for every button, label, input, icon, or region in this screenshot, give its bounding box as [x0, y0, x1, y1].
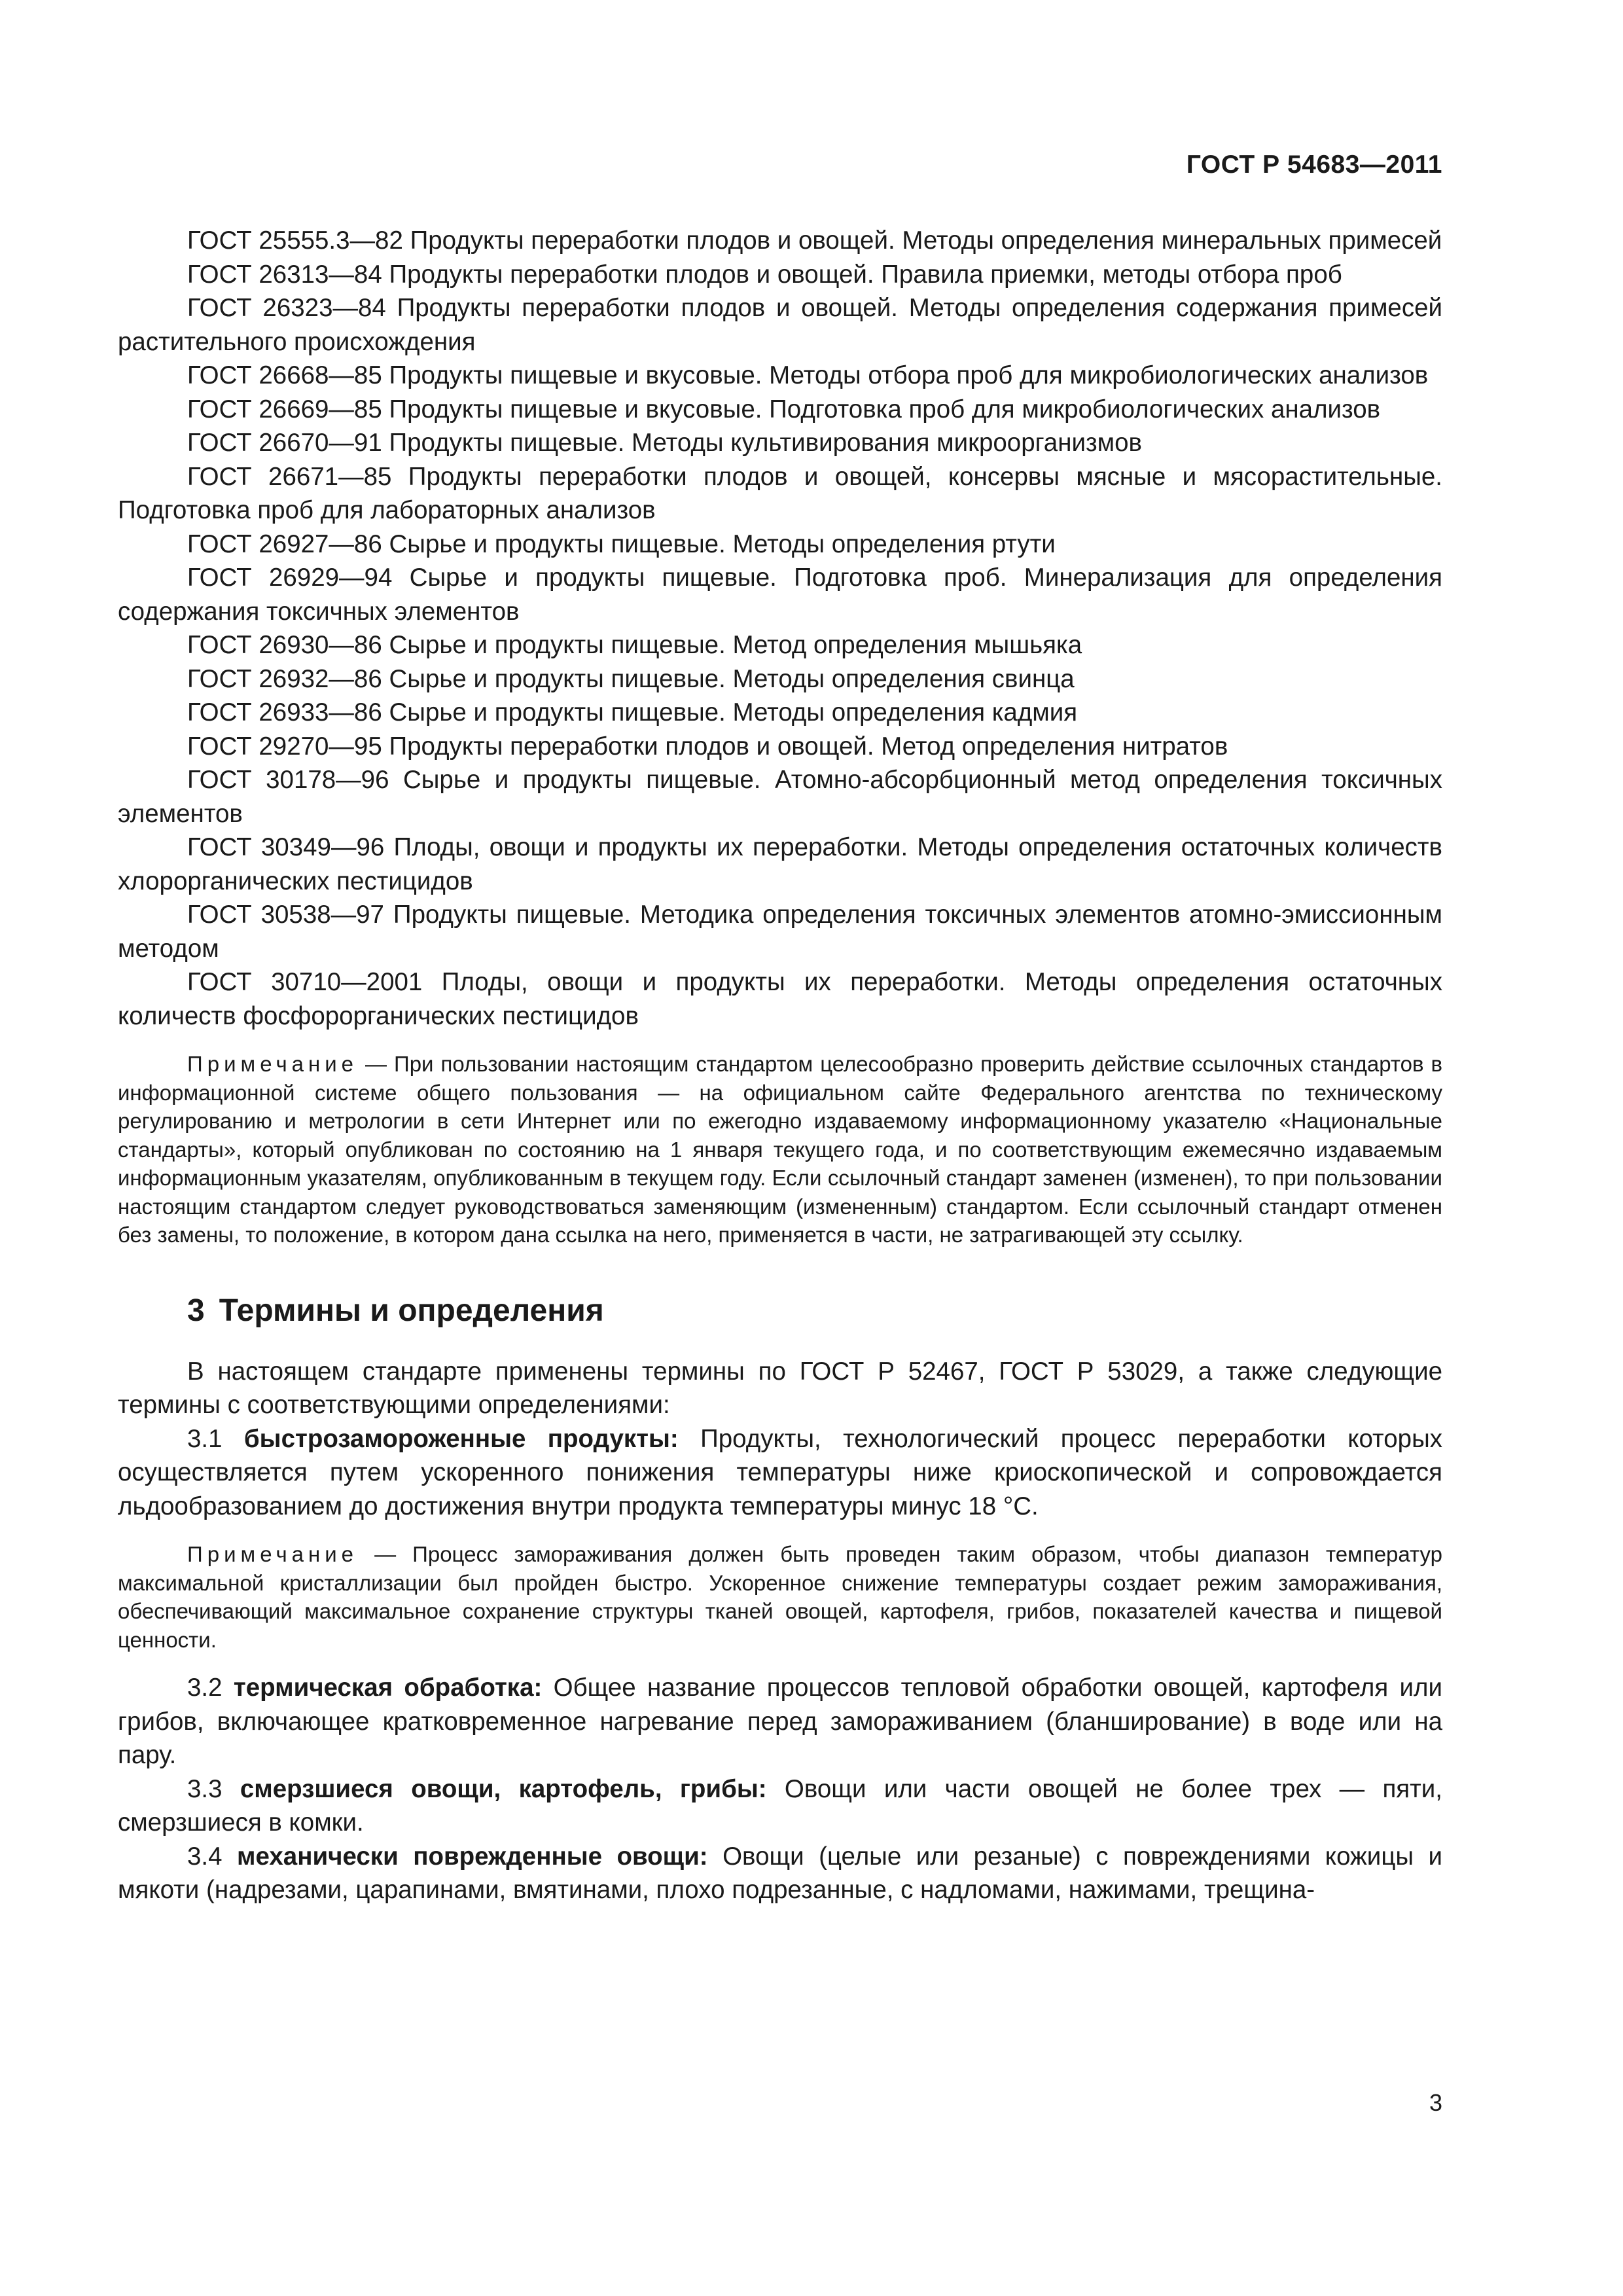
reference-note [118, 1050, 1442, 1249]
reference-entry [118, 291, 1442, 359]
reference-entry [118, 426, 1442, 460]
reference-title: Сырье и продукты пищевые. Методы определения ртути [389, 529, 1056, 558]
term-definition [118, 1671, 1442, 1772]
document-code-header: ГОСТ Р 54683—2011 [1186, 151, 1442, 179]
reference-title: Продукты пищевые и вкусовые. Подготовка проб для микробиологических анализов [389, 395, 1381, 423]
reference-title: Продукты пищевые. Методика определения токсичных элементов атомно-эмиссионным методом [118, 901, 1442, 963]
term-number: 3.4 [187, 1842, 223, 1871]
reference-entry [118, 460, 1442, 528]
reference-title: Сырье и продукты пищевые. Метод определения мышьяка [389, 631, 1082, 659]
reference-entry [118, 898, 1442, 965]
reference-entry [118, 359, 1442, 393]
section-intro: В настоящем стандарте применены термины по ГОСТ Р 52467, ГОСТ Р 53029, а также следующие термины с соответствующими определениями: [118, 1357, 1442, 1419]
reference-title: Продукты пищевые и вкусовые. Методы отбора проб для микробиологических анализов [389, 361, 1429, 389]
reference-code: ГОСТ 30710—2001 [187, 968, 423, 996]
section-heading [118, 1293, 1442, 1329]
term-text: Продукты, технологический процесс переработки которых осуществляется путем ускоренного понижения температуры ниже криоскопической и сопровождается льдообразованием до достижения внутри продукта температуры минус 18 °С. [118, 1424, 1442, 1520]
reference-code: ГОСТ 25555.3—82 [187, 226, 403, 255]
term-definition [118, 1840, 1442, 1907]
reference-title: Продукты переработки плодов и овощей. Методы определения содержания примесей растительного происхождения [118, 294, 1442, 356]
term-name: смерзшиеся овощи, картофель, грибы: [240, 1774, 767, 1803]
reference-title: Сырье и продукты пищевые. Методы определения кадмия [389, 698, 1078, 726]
reference-entry [118, 258, 1442, 292]
section-title: Термины и определения [219, 1293, 604, 1328]
reference-code: ГОСТ 26932—86 [187, 664, 382, 693]
term-name: быстрозамороженные продукты: [243, 1424, 679, 1453]
reference-code: ГОСТ 26313—84 [187, 260, 382, 289]
reference-code: ГОСТ 30178—96 [187, 766, 389, 794]
reference-entry [118, 831, 1442, 898]
term-definition [118, 1772, 1442, 1840]
reference-code: ГОСТ 26933—86 [187, 698, 382, 726]
reference-entry [118, 628, 1442, 662]
reference-title: Продукты пищевые. Методы культивирования микроорганизмов [389, 429, 1142, 457]
reference-entry [118, 965, 1442, 1033]
reference-code: ГОСТ 26930—86 [187, 631, 382, 659]
reference-code: ГОСТ 26669—85 [187, 395, 382, 423]
reference-code: ГОСТ 26671—85 [187, 462, 392, 491]
note-label: Примечание [187, 1542, 359, 1566]
term-number: 3.2 [187, 1674, 223, 1702]
term-name: термическая обработка: [233, 1674, 543, 1702]
reference-code: ГОСТ 26929—94 [187, 564, 393, 592]
reference-entry [118, 528, 1442, 562]
reference-title: Сырье и продукты пищевые. Атомно-абсорбционный метод определения токсичных элементов [118, 766, 1442, 828]
reference-title: Плоды, овощи и продукты их переработки. Методы определения остаточных количеств фосфорорганических пестицидов [118, 968, 1442, 1030]
reference-code: ГОСТ 26670—91 [187, 429, 382, 457]
reference-code: ГОСТ 30538—97 [187, 901, 384, 929]
reference-code: ГОСТ 26927—86 [187, 529, 382, 558]
term-text: Овощи (целые или резаные) с повреждениями кожицы и мякоти (надрезами, царапинами, вмятинами, плохо подрезанные, с надломами, нажимами, трещина- [118, 1842, 1443, 1904]
reference-title: Продукты переработки плодов и овощей. Методы определения минеральных примесей [410, 226, 1442, 255]
term-text: Общее название процессов тепловой обработки овощей, картофеля или грибов, включающее кратковременное нагревание перед замораживанием (бланширование) в воде или на пару. [118, 1674, 1442, 1769]
page-content [118, 224, 1442, 1907]
reference-title: Продукты переработки плодов и овощей, консервы мясные и мясорастительные. Подготовка проб для лабораторных анализов [118, 462, 1442, 524]
reference-code: ГОСТ 30349—96 [187, 833, 385, 861]
reference-entry [118, 561, 1442, 628]
note-text: — Процесс замораживания должен быть проведен таким образом, чтобы диапазон температур максимальной кристаллизации был пройден быстро. Ускоренное снижение температуры создает режим замораживания, обеспечивающий максимальное сохранение структуры тканей овощей, картофеля, грибов, показателей качества и пищевой ценности. [118, 1542, 1442, 1652]
reference-entry [118, 730, 1442, 764]
term-text: Овощи или части овощей не более трех — пяти, смерзшиеся в комки. [118, 1774, 1442, 1837]
term-definition [118, 1422, 1442, 1524]
reference-title: Плоды, овощи и продукты их переработки. Методы определения остаточных количеств хлорорганических пестицидов [118, 833, 1442, 895]
section-number: 3 [187, 1293, 205, 1328]
reference-code: ГОСТ 29270—95 [187, 732, 382, 761]
term-number: 3.1 [187, 1424, 223, 1453]
note-label: Примечание [187, 1052, 359, 1076]
reference-title: Сырье и продукты пищевые. Методы определения свинца [389, 664, 1075, 693]
reference-code: ГОСТ 26323—84 [187, 294, 386, 322]
term-name: механически поврежденные овощи: [237, 1842, 708, 1871]
term-note [118, 1540, 1442, 1654]
page-number: 3 [1429, 2089, 1442, 2116]
reference-title: Продукты переработки плодов и овощей. Правила приемки, методы отбора проб [389, 260, 1342, 289]
reference-entry [118, 393, 1442, 427]
reference-entry [118, 224, 1442, 258]
reference-title: Продукты переработки плодов и овощей. Метод определения нитратов [389, 732, 1228, 761]
term-number: 3.3 [187, 1774, 223, 1803]
reference-title: Сырье и продукты пищевые. Подготовка проб. Минерализация для определения содержания токсичных элементов [118, 564, 1442, 626]
note-text: — При пользовании настоящим стандартом целесообразно проверить действие ссылочных стандартов в информационной системе общего пользования — на официальном сайте Федерального агентства по техническому регулированию и метрологии в сети Интернет или по ежегодно издаваемому информационному указателю «Национальные стандарты», который опубликован по состоянию на 1 января текущего года, и по соответствующим ежемесячно издаваемым информационным указателям, опубликованным в текущем году. Если ссылочный стандарт заменен (изменен), то при пользовании настоящим стандартом следует руководствоваться заменяющим (измененным) стандартом. Если ссылочный стандарт отменен без замены, то положение, в котором дана ссылка на него, применяется в части, не затрагивающей эту ссылку. [118, 1052, 1442, 1247]
reference-code: ГОСТ 26668—85 [187, 361, 382, 389]
reference-entry [118, 662, 1442, 696]
reference-entry [118, 763, 1442, 831]
reference-entry [118, 696, 1442, 730]
